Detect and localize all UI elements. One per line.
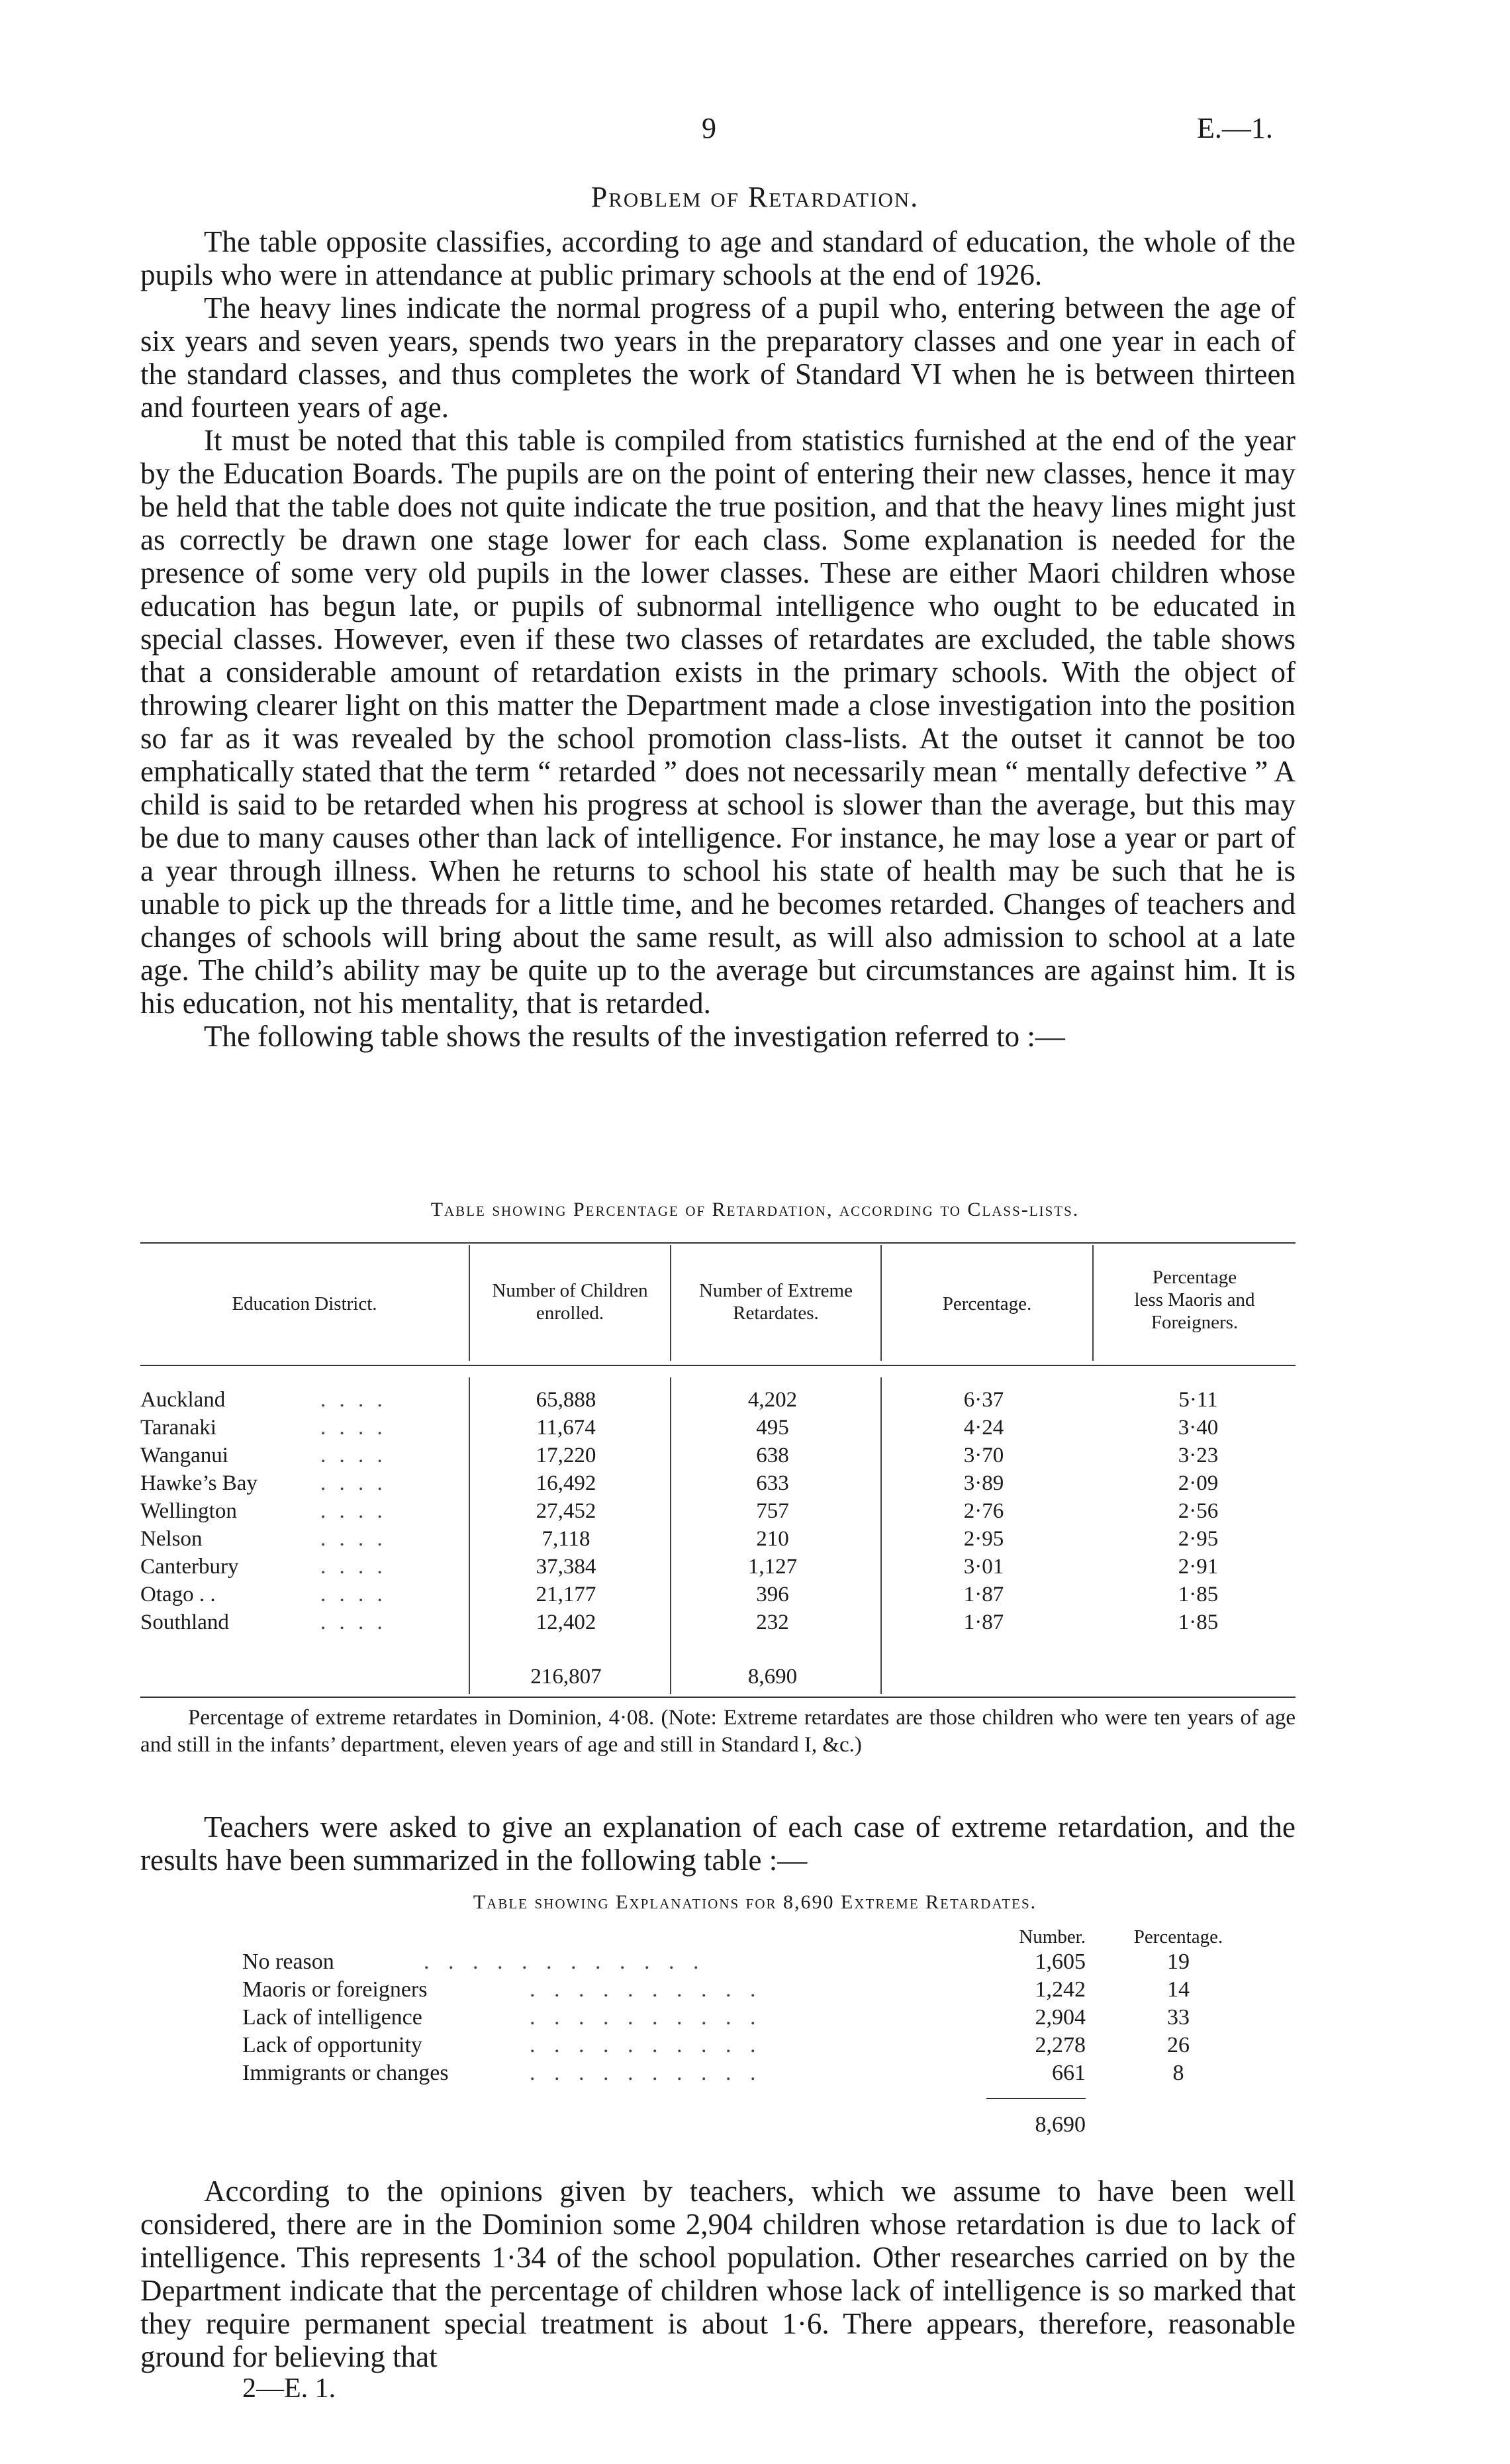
paragraph: It must be noted that this table is compiled from statistics furnished at the end of the year by the Education Boards. The pupils are on the point of entering their new classes, hence it may be held that the table does not quite indicate the true position, and that the heavy lines might just as correctly be drawn one stage lower for each class. Some explanation is needed for the presence of some very old pupils in the lower classes. These are either Maori children whose education has begun late, or pupils of subnormal intelligence who ought to be educated in special classes. However, even if these two classes of retardates are excluded, the table shows that a considerable amount of retardation exists in the primary schools. With the object of throwing clearer light on this matter the Department made a close investigation into the position so far as it was revealed by the school promotion class-lists. At the outset it cannot be too emphatically stated that the term “ retarded ” does not necessarily mean “ mentally defective ” A child is said to be retarded when his progress at school is slower than the average, but this may be due to many causes other than lack of intelligence. For instance, he may lose a year or part of a year through illness. When he returns to school his state of health may be such that he is unable to pick up the threads for a little time, and he becomes retarded. Changes of teachers and changes of schools will bring about the same result, as will also admission to school at a late age. The child’s ability may be quite up to the average but circumstances are against him. It is his education, not his mentality, that is retarded.	[140, 424, 1296, 1020]
reason-label: No reason	[242, 1949, 334, 1974]
percentage-less-value: 2·56	[1178, 1499, 1219, 1523]
district-name: Auckland	[140, 1388, 226, 1412]
percentage-value: 2·95	[963, 1527, 1004, 1551]
paragraph: According to the opinions given by teachers, which we assume to have been well considered, there are in the Dominion some 2,904 children whose retardation is due to lack of intelligence. This represents 1·34 of the school population. Other researches carried on by the Department indicate that the percentage of children whose lack of intelligence is so marked that they require permanent special treatment is about 1·6. There appears, therefore, reasonable ground for believing that	[140, 2175, 1296, 2373]
enrolled-value: 65,888	[536, 1388, 596, 1412]
reason-number: 1,242	[1035, 1977, 1086, 2002]
header-percentage-less: Percentage less Maoris and Foreigners.	[1134, 1267, 1255, 1333]
district-name: Nelson	[140, 1527, 203, 1551]
paragraph: The following table shows the results of the investigation referred to :—	[204, 1020, 1065, 1053]
percentage-value: 2·76	[963, 1499, 1004, 1523]
percentage-less-value: 2·91	[1178, 1555, 1219, 1579]
enrolled-value: 11,674	[536, 1416, 596, 1440]
leader-dots: . . . . . . . . . .	[530, 2005, 763, 2030]
enrolled-value: 27,452	[536, 1499, 596, 1523]
page-code: E.—1.	[1197, 112, 1273, 144]
col-divider	[670, 1377, 671, 1694]
footer-signature: 2—E. 1.	[242, 2373, 336, 2404]
header-enrolled: Number of Children enrolled.	[492, 1280, 648, 1324]
percentage-value: 1·87	[963, 1583, 1004, 1606]
leader-dots: . . . . . . . . . .	[530, 2061, 763, 2085]
col-divider	[469, 1377, 470, 1694]
paragraph: Teachers were asked to give an explanation of each case of extreme retardation, and the results have been summarized in the following table :—	[140, 1810, 1296, 1877]
reason-percentage: 26	[1167, 2033, 1190, 2057]
extreme-value: 638	[756, 1444, 789, 1467]
mid-text	[140, 1810, 1296, 1877]
extreme-value: 757	[756, 1499, 789, 1523]
leader-dots: . . . .	[320, 1388, 387, 1412]
reason-percentage: 14	[1167, 1977, 1190, 2002]
leader-dots: . . . .	[320, 1499, 387, 1523]
percentage-value: 6·37	[963, 1388, 1004, 1412]
percentage-less-value: 5·11	[1178, 1388, 1218, 1412]
header-percentage: Percentage.	[1133, 1926, 1223, 1947]
table1-top-rule	[140, 1242, 1296, 1244]
reason-label: Immigrants or changes	[242, 2061, 449, 2085]
percentage-value: 3·89	[963, 1471, 1004, 1495]
extreme-value: 495	[756, 1416, 789, 1440]
reason-label: Lack of intelligence	[242, 2005, 422, 2030]
reason-number: 2,278	[1035, 2033, 1086, 2057]
district-name: Otago . .	[140, 1583, 216, 1606]
enrolled-value: 37,384	[536, 1555, 596, 1579]
total-extreme: 8,690	[747, 1665, 798, 1689]
leader-dots: . . . .	[320, 1610, 387, 1634]
total-enrolled: 216,807	[530, 1665, 602, 1689]
paragraph: The heavy lines indicate the normal progress of a pupil who, entering between the age of six years and seven years, spends two years in the preparatory classes and one year in each of the standard classes, and thus completes the work of Standard VI when he is between thirteen and fourteen years of age.	[140, 291, 1296, 424]
paragraph: The table opposite classifies, according to age and standard of education, the whole of the pupils who were in attendance at public primary schools at the end of 1926.	[140, 225, 1296, 291]
enrolled-value: 7,118	[542, 1527, 590, 1551]
percentage-less-value: 1·85	[1178, 1583, 1219, 1606]
leader-dots: . . . .	[320, 1416, 387, 1440]
header-district: Education District.	[232, 1293, 377, 1314]
col-divider	[880, 1377, 882, 1694]
extreme-value: 210	[756, 1527, 789, 1551]
leader-dots: . . . .	[320, 1527, 387, 1551]
intro-text	[140, 225, 1296, 1053]
district-name: Canterbury	[140, 1555, 239, 1579]
reason-number: 1,605	[1035, 1949, 1086, 1974]
percentage-less-value: 2·09	[1178, 1471, 1219, 1495]
leader-dots: . . . .	[320, 1583, 387, 1606]
table1-bottom-rule	[140, 1697, 1296, 1698]
table1-note	[140, 1704, 1296, 1759]
extreme-value: 1,127	[747, 1555, 798, 1579]
table2-caption: Table showing Explanations for 8,690 Extreme Retardates.	[473, 1891, 1037, 1913]
leader-dots: . . . . . . . . . .	[530, 1977, 763, 2002]
district-name: Wanganui	[140, 1444, 228, 1467]
district-name: Wellington	[140, 1499, 237, 1523]
percentage-value: 4·24	[963, 1416, 1004, 1440]
leader-dots: . . . .	[320, 1555, 387, 1579]
table1-header-rule	[140, 1365, 1296, 1366]
reason-label: Maoris or foreigners	[242, 1977, 428, 2002]
reason-percentage: 19	[1167, 1949, 1190, 1974]
percentage-less-value: 3·23	[1178, 1444, 1219, 1467]
percentage-value: 1·87	[963, 1610, 1004, 1634]
page-number: 9	[702, 112, 716, 144]
leader-dots: . . . . . . . . . . . .	[424, 1949, 706, 1974]
district-name: Hawke’s Bay	[140, 1471, 258, 1495]
header-extreme: Number of Extreme Retardates.	[699, 1280, 853, 1324]
percentage-less-value: 1·85	[1178, 1610, 1219, 1634]
header-percentage: Percentage.	[942, 1293, 1032, 1314]
percentage-less-value: 2·95	[1178, 1527, 1219, 1551]
closing-text	[140, 2175, 1296, 2373]
reason-percentage: 8	[1172, 2061, 1184, 2085]
enrolled-value: 17,220	[536, 1444, 596, 1467]
percentage-value: 3·01	[963, 1555, 1004, 1579]
leader-dots: . . . .	[320, 1444, 387, 1467]
reason-label: Lack of opportunity	[242, 2033, 422, 2057]
percentage-less-value: 3·40	[1178, 1416, 1219, 1440]
extreme-value: 396	[756, 1583, 789, 1606]
section-title: Problem of Retardation.	[590, 181, 920, 213]
enrolled-value: 21,177	[536, 1583, 596, 1606]
header-number: Number.	[1019, 1926, 1086, 1947]
district-name: Southland	[140, 1610, 229, 1634]
enrolled-value: 16,492	[536, 1471, 596, 1495]
reason-number: 661	[1052, 2061, 1086, 2085]
percentage-value: 3·70	[963, 1444, 1004, 1467]
reason-percentage: 33	[1167, 2005, 1190, 2030]
sum-rule	[986, 2098, 1086, 2099]
reason-number: 2,904	[1035, 2005, 1086, 2030]
extreme-value: 232	[756, 1610, 789, 1634]
leader-dots: . . . . . . . . . .	[530, 2033, 763, 2057]
district-name: Taranaki	[140, 1416, 216, 1440]
table1-caption: Table showing Percentage of Retardation, according to Class-lists.	[430, 1199, 1080, 1220]
extreme-value: 4,202	[747, 1388, 798, 1412]
explanations-total: 8,690	[1035, 2112, 1086, 2137]
leader-dots: . . . .	[320, 1471, 387, 1495]
extreme-value: 633	[756, 1471, 789, 1495]
note-text: Percentage of extreme retardates in Dominion, 4·08. (Note: Extreme retardates are those children who were ten years of age and still in the infants’ department, eleven years of age and still in Standard I, &c.)	[140, 1706, 1296, 1757]
enrolled-value: 12,402	[536, 1610, 596, 1634]
